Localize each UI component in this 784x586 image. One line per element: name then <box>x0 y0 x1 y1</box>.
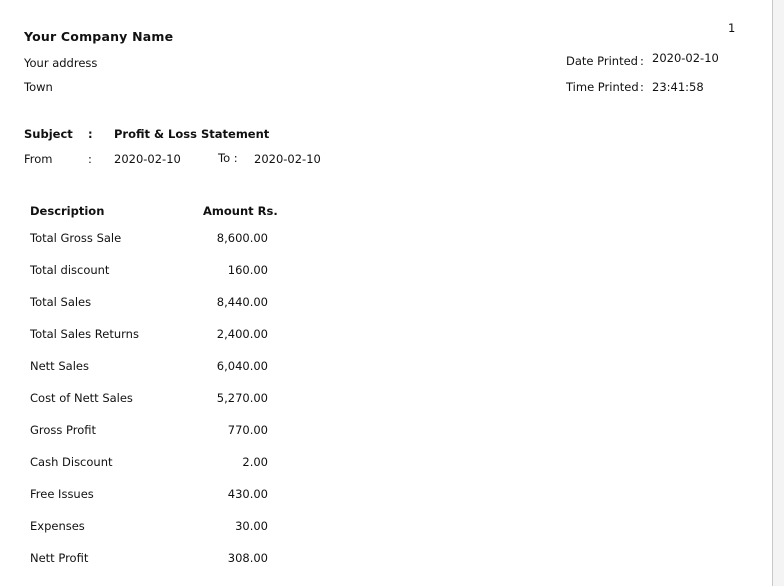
row-description: Expenses <box>30 519 85 533</box>
row-description: Total Gross Sale <box>30 231 122 245</box>
row-description: Gross Profit <box>30 423 97 437</box>
date-printed-separator: : <box>640 54 644 68</box>
row-amount: 8,600.00 <box>216 231 268 245</box>
row-description: Total discount <box>30 263 110 277</box>
row-description: Nett Profit <box>30 551 89 565</box>
row-amount: 2.00 <box>242 455 268 469</box>
row-description: Free Issues <box>30 487 94 501</box>
company-name: Your Company Name <box>24 29 174 44</box>
time-printed-separator: : <box>640 80 644 94</box>
subject-label: Subject <box>24 127 73 141</box>
from-label: From <box>24 152 53 166</box>
row-amount: 430.00 <box>227 487 268 501</box>
time-printed-value: 23:41:58 <box>652 80 704 94</box>
row-description: Cash Discount <box>30 455 113 469</box>
to-date: 2020-02-10 <box>254 152 321 166</box>
row-amount: 308.00 <box>227 551 268 565</box>
row-description: Cost of Nett Sales <box>30 391 133 405</box>
from-date: 2020-02-10 <box>114 152 181 166</box>
row-amount: 160.00 <box>227 263 268 277</box>
date-printed-label: Date Printed <box>566 54 638 68</box>
row-amount: 8,440.00 <box>216 295 268 309</box>
company-address: Your address <box>24 56 98 70</box>
row-description: Total Sales <box>30 295 92 309</box>
amount-header: Amount Rs. <box>203 204 278 218</box>
subject-separator: : <box>88 127 93 141</box>
row-amount: 5,270.00 <box>216 391 268 405</box>
description-header: Description <box>30 204 105 218</box>
page-edge <box>772 0 784 586</box>
row-description: Nett Sales <box>30 359 89 373</box>
row-amount: 30.00 <box>235 519 268 533</box>
date-printed-value: 2020-02-10 <box>652 51 719 65</box>
row-amount: 2,400.00 <box>216 327 268 341</box>
row-description: Total Sales Returns <box>30 327 139 341</box>
row-amount: 6,040.00 <box>216 359 268 373</box>
subject-value: Profit & Loss Statement <box>114 127 270 141</box>
row-amount: 770.00 <box>227 423 268 437</box>
company-town: Town <box>24 80 53 94</box>
from-separator: : <box>88 152 92 166</box>
page-number: 1 <box>728 21 736 35</box>
to-label: To : <box>218 151 238 165</box>
time-printed-label: Time Printed <box>566 80 639 94</box>
